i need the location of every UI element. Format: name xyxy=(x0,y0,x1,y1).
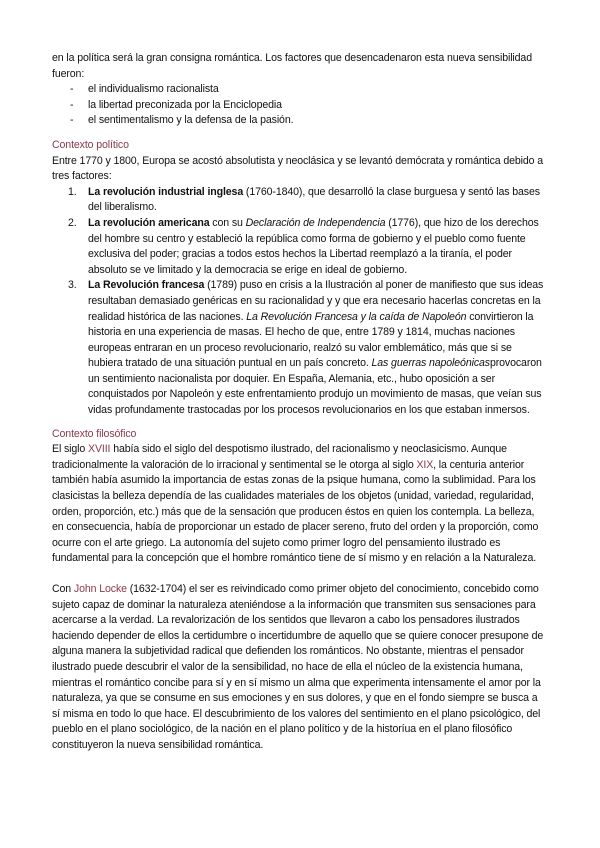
dash-bullet: - xyxy=(70,83,74,96)
list-item: - la libertad preconizada por la Enciclopedia xyxy=(70,98,544,114)
document-body xyxy=(52,51,544,754)
list-item: - el sentimentalismo y la defensa de la pasión. xyxy=(70,113,544,129)
item-title: La Revolución francesa xyxy=(88,279,205,292)
dash-bullet: - xyxy=(70,98,74,111)
link-siglo-xix[interactable]: XIX xyxy=(416,458,434,471)
italic-title: Declaración de Independencia xyxy=(245,216,386,229)
list-item: - el individualismo racionalista xyxy=(70,82,544,98)
intro-paragraph: en la política será la gran consigna romántica. Los factores que desencadenaron esta nueva sensibilidad fueron: xyxy=(52,52,532,80)
politico-lead: Entre 1770 y 1800, Europa se acostó absolutista y neoclásica y se levantó demócrata y romántica debido a tres factores: xyxy=(52,154,544,183)
filosofico-paragraph-2: Con John Locke (1632-1704) el ser es reivindicado como primer objeto del conocimiento, concebido como sujeto capaz de dominar la naturaleza ateniéndose a la información que transmiten sus sensaciones para acercarse a la verdad. La revalorización de los sentidos que llevaron a cabo los pensadores ilustrados haciendo depender de ellos la certidumbre o incertidumbre de aquello que se quiere conocer presupone de alguna manera la subjetividad radical que defienden los románticos. No obstante, mientras el pensador ilustrado puede descubrir el valor de la sensibilidad, no hace de ella el núcleo de la existencia humana, mientras el romántico concibe para sí y en sí mismo un alma que experimenta intensamente el amor por la naturaleza, ya que se consume en sus emociones y en sus dolores, y que en el fondo siempre se busca a sí misma en todo lo que hace. El descubrimiento de los valores del sentimiento en el plano psicológico, del pueblo en el plano sociológico, de la nación en el plano político y de la historíua en el plano filosófico constituyeron la nueva sensibilidad romántica. xyxy=(52,583,544,751)
list-item: 2. La revolución americana con su Declaración de Independencia (1776), que hizo de los derechos del hombre su centro y estableció la república como forma de gobierno y el pueblo como fuente exclusiva del poder; gracias a todos estos hechos la Libertad reemplazó a la tiranía, el poder absoluto se ve limitado y la democracia se erige en ideal de gobierno. xyxy=(68,216,539,276)
italic-title: Las guerras napoleónicas xyxy=(371,357,490,370)
factors-list xyxy=(52,82,544,129)
item-title: La revolución industrial inglesa xyxy=(88,185,244,198)
heading-contexto-politico: Contexto político xyxy=(52,138,129,151)
list-item: 3. La Revolución francesa (1789) puso en crisis a la Ilustración al poner de manifiesto que sus ideas resultaban demasiado genéricas en su racionalidad y y que era necesario hacerlas concretas en la realidad histórica de las naciones. La Revolución Francesa y la caída de Napoleón convirtieron la historia en una experiencia de masas. El hecho de que, entre 1789 y 1814, muchas naciones europeas entraran en un proceso revolucionario, realzó su valor emblemático, más que si se hubiera tratado de una situación puntual en un país concreto. Las guerras napoleónicasprovocaron un sentimiento nacionalista por doquier. En España, Alemania, etc., hubo oposición a ser conquistados por Napoleón y este enfrentamiento produjo un movimiento de masas, que veían sus vidas profundamente trastocadas por los procesos revolucionarios en los que estaban inmersos. xyxy=(68,279,544,417)
heading-contexto-filosofico: Contexto filosófico xyxy=(52,427,137,440)
factors-numbered-list xyxy=(52,185,544,419)
filosofico-paragraph-1: El siglo XVIII había sido el siglo del despotismo ilustrado, del racionalismo y neoclasicismo. Aunque tradicionalmente la valoración de lo irracional y sentimental se le otorga al siglo XIX, la centuria anterior también había asumido la importancia de estas zonas de la psique humana, como la sublimidad. Para los clasicistas la belleza dependía de las cualidades materiales de los objetos (unidad, variedad, regularidad, orden, proporción, etc.) más que de la sensación que producen éstos en quien los contempla. La belleza, en consecuencia, había de proporcionar un estado de placer sereno, fruto del orden y la proporción, como ocurre con el arte griego. La autonomía del sujeto como primer logro del pensamiento ilustrado es fundamental para la concepción que el hombre romántico tiene de sí mismo y en relación a la Naturaleza. xyxy=(52,443,539,565)
link-siglo-xviii[interactable]: XVIII xyxy=(88,443,111,456)
link-john-locke[interactable]: John Locke xyxy=(73,583,127,595)
item-title: La revolución americana xyxy=(88,216,210,229)
dash-bullet: - xyxy=(70,114,74,127)
italic-title: La Revolución Francesa y la caída de Napoleón xyxy=(246,310,467,323)
list-item: 1. La revolución industrial inglesa (1760-1840), que desarrolló la clase burguesa y sentó las bases del liberalismo. xyxy=(68,185,540,214)
